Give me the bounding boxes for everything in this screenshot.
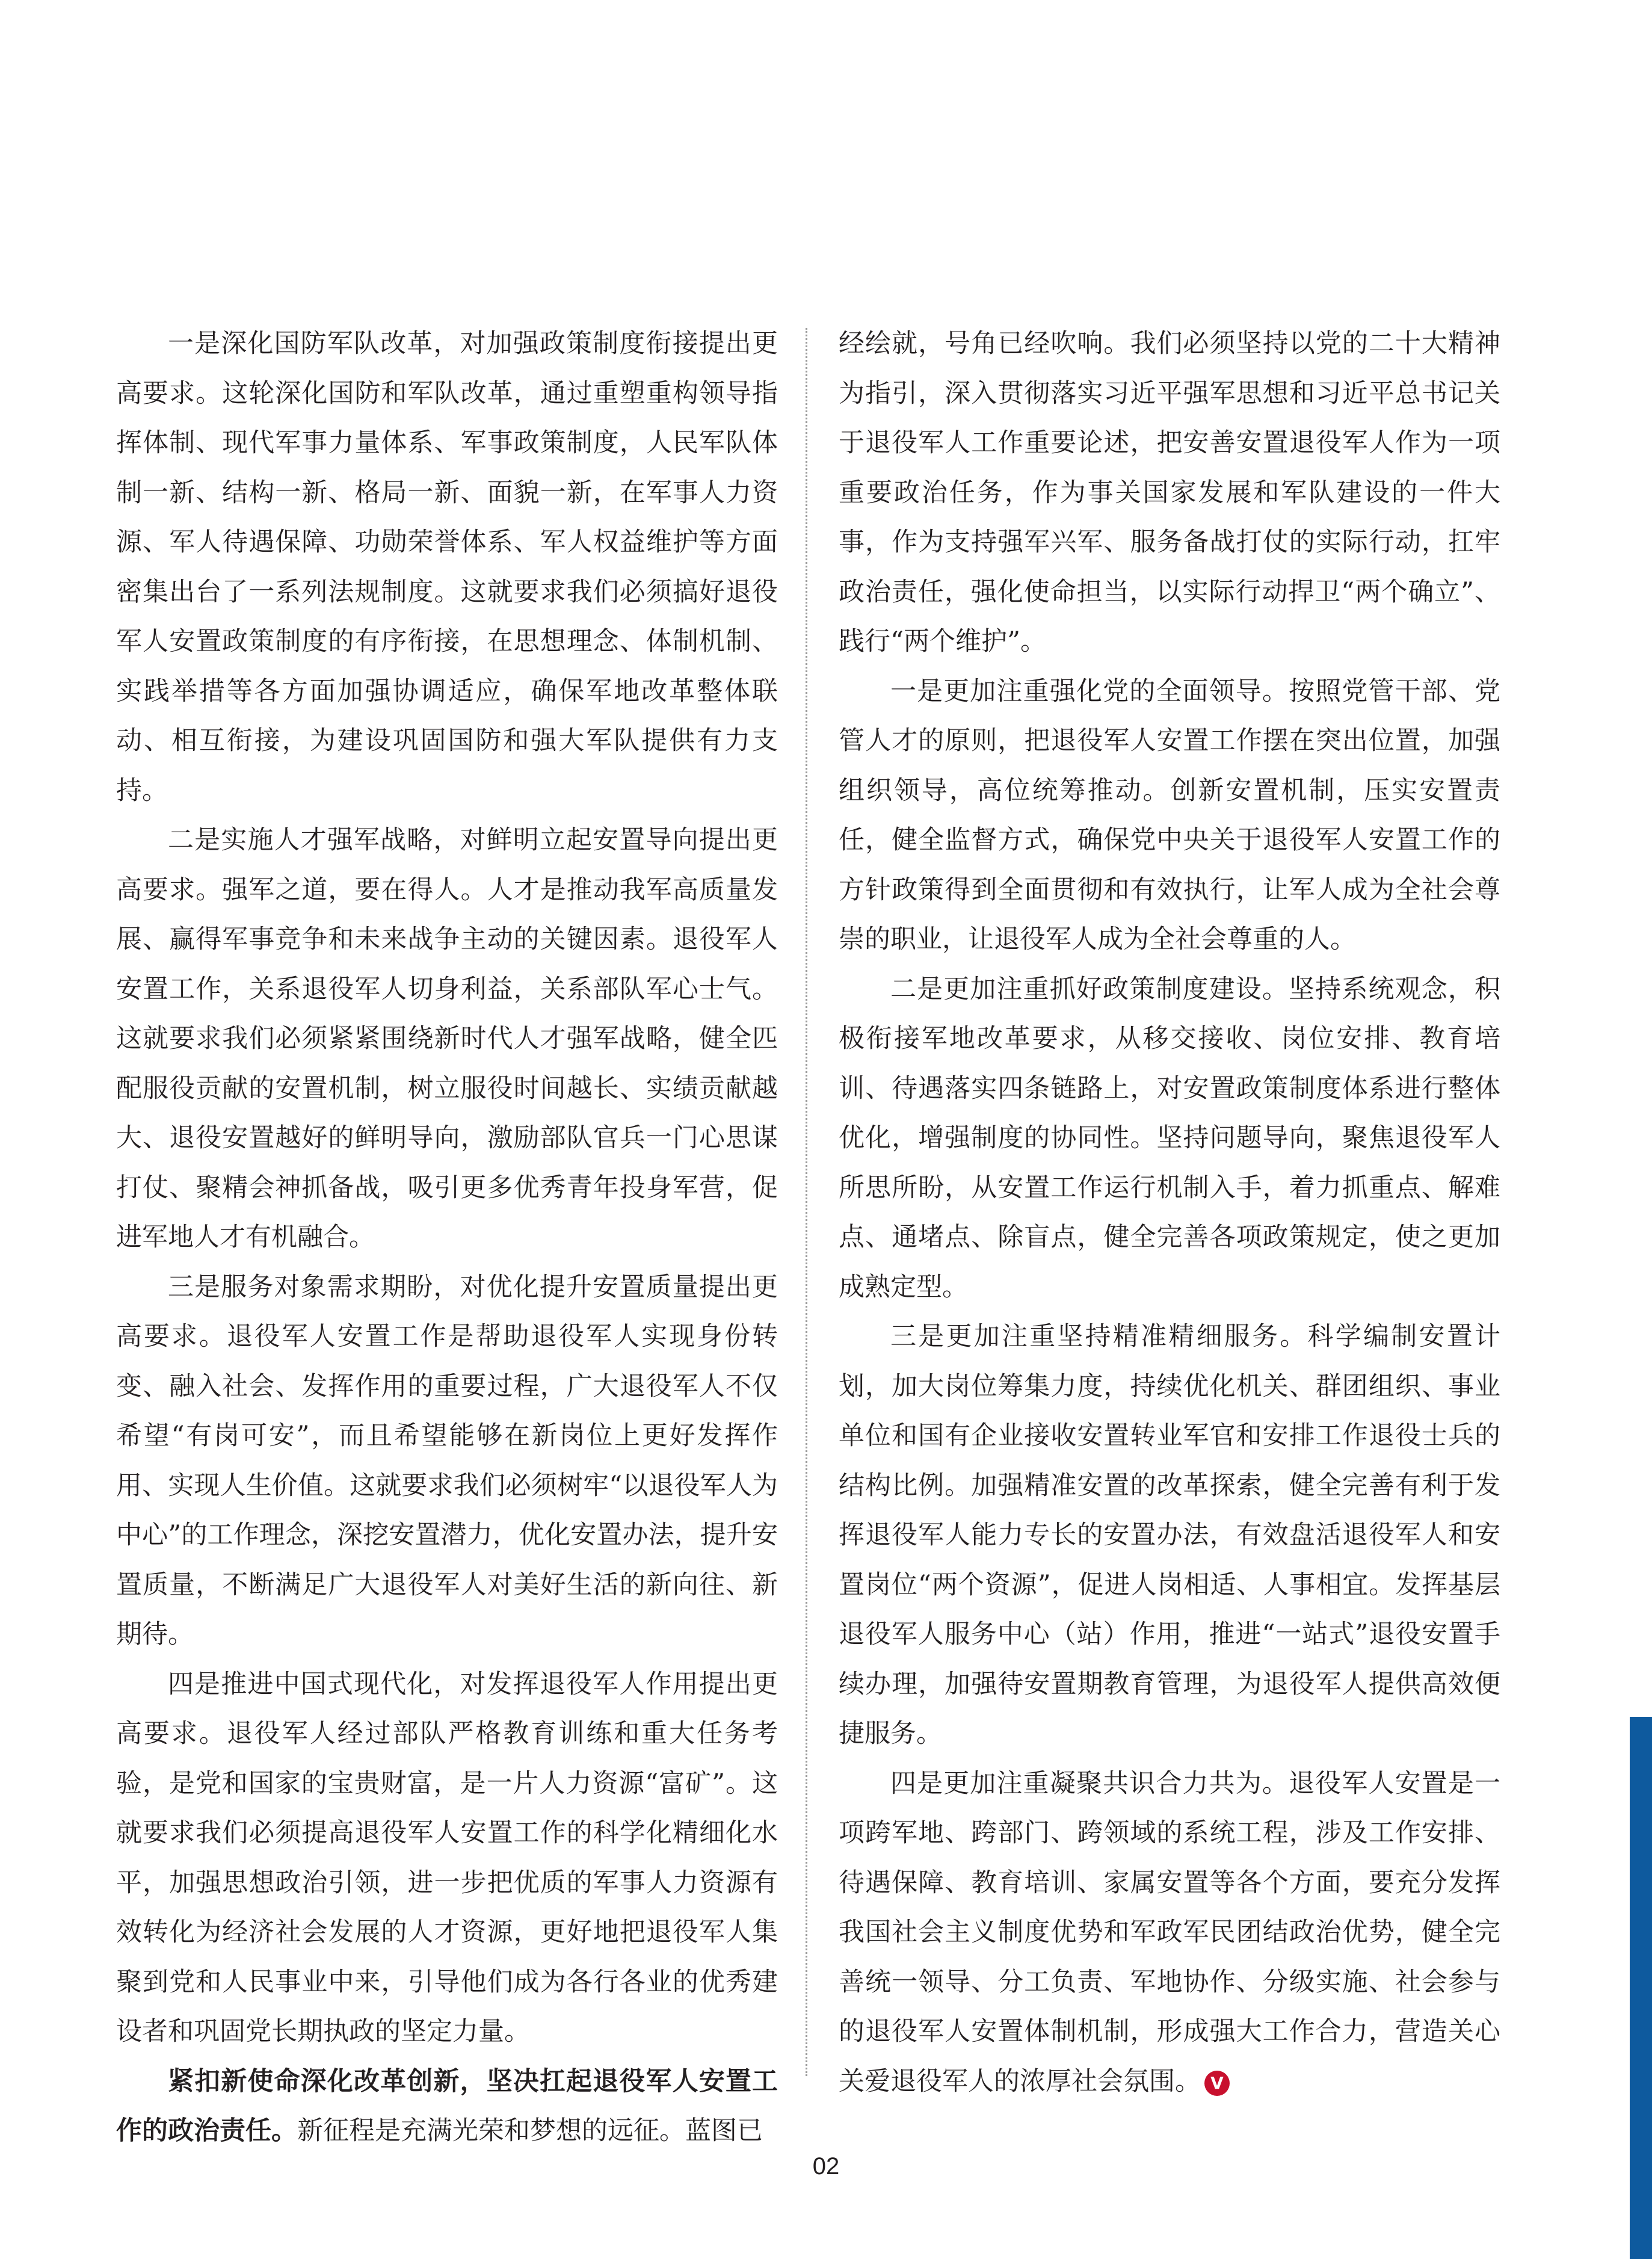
paragraph-reform: 一是深化国防军队改革，对加强政策制度衔接提出更高要求。这轮深化国防和军队改革，通过重塑重构领导指挥体制、现代军事力量体系、军事政策制度，人民军队体制一新、结构一新、格局一新、面貌一新，在军事人力资源、军人待遇保障、功勋荣誉体系、军人权益维护等方面密集出台了一系列法规制度。这就要求我们必须搞好退役军人安置政策制度的有序衔接，在思想理念、体制机制、实践举措等各方面加强协调适应，确保军地改革整体联动、相互衔接，为建设巩固国防和强大军队提供有力支持。 (116, 329, 778, 806)
closing-intro: 新征程是充满光荣和梦想的远征。蓝图已 (297, 2116, 763, 2146)
paragraph-modernization: 四是推进中国式现代化，对发挥退役军人作用提出更高要求。退役军人经过部队严格教育训练和重大任务考验，是党和国家的宝贵财富，是一片人力资源“富矿”。这就要求我们必须提高退役军人安置工作的科学化精细化水平，加强思想政治引领，进一步把优质的军事人力资源有效转化为经济社会发展的人才资源，更好地把退役军人集聚到党和人民事业中来，引导他们成为各行各业的优秀建设者和巩固党长期执政的坚定力量。 (116, 1669, 778, 2047)
paragraph-precise-service: 三是更加注重坚持精准精细服务。科学编制安置计划，加大岗位筹集力度，持续优化机关、群团组织、事业单位和国有企业接收安置转业军官和安排工作退役士兵的结构比例。加强精准安置的改革探索，健全完善有利于发挥退役军人能力专长的安置办法，有效盘活退役军人和安置岗位“两个资源”，促进人岗相适、人事相宜。发挥基层退役军人服务中心（站）作用，推进“一站式”退役安置手续办理，加强待安置期教育管理，为退役军人提供高效便捷服务。 (839, 1321, 1500, 1749)
paragraph-consensus-text: 四是更加注重凝聚共识合力共为。退役军人安置是一项跨军地、跨部门、跨领域的系统工程，涉及工作安排、待遇保障、教育培训、家属安置等各个方面，要充分发挥我国社会主义制度优势和军政军民团结政治优势，健全完善统一领导、分工负责、军地协作、分级实施、社会参与的退役军人安置体制机制，形成强大工作合力，营造关心关爱退役军人的浓厚社会氛围。 (839, 1768, 1500, 2097)
page-number: 02 (812, 2153, 840, 2180)
paragraph-consensus (839, 1759, 1500, 2107)
paragraph-closing-continued: 经绘就，号角已经吹响。我们必须坚持以党的二十大精神为指引，深入贯彻落实习近平强军思想和习近平总书记关于退役军人工作重要论述，把安善安置退役军人作为一项重要政治任务，作为事关国家发展和军队建设的一件大事，作为支持强军兴军、服务备战打仗的实际行动，扛牢政治责任，强化使命担当，以实际行动捍卫“两个确立”、践行“两个维护”。 (839, 329, 1500, 657)
paragraph-service: 三是服务对象需求期盼，对优化提升安置质量提出更高要求。退役军人安置工作是帮助退役军人实现身份转变、融入社会、发挥作用的重要过程，广大退役军人不仅希望“有岗可安”，而且希望能够在新岗位上更好发挥作用、实现人生价值。这就要求我们必须树牢“以退役军人为中心”的工作理念，深挖安置潜力，优化安置办法，提升安置质量，不断满足广大退役军人对美好生活的新向往、新期待。 (116, 1272, 778, 1649)
paragraph-talent: 二是实施人才强军战略，对鲜明立起安置导向提出更高要求。强军之道，要在得人。人才是推动我军高质量发展、赢得军事竞争和未来战争主动的关键因素。退役军人安置工作，关系退役军人切身利益，关系部队军心士气。这就要求我们必须紧紧围绕新时代人才强军战略，健全匹配服役贡献的安置机制，树立服役时间越长、实绩贡献越大、退役安置越好的鲜明导向，激励部队官兵一门心思谋打仗、聚精会神抓备战，吸引更多优秀青年投身军营，促进军地人才有机融合。 (116, 825, 778, 1252)
left-column (116, 319, 778, 2156)
closing-heading: 紧扣新使命深化改革创新，坚决扛起退役军人安置工作的政治责任。 (116, 2066, 778, 2146)
paragraph-party-leadership: 一是更加注重强化党的全面领导。按照党管干部、党管人才的原则，把退役军人安置工作摆在突出位置，加强组织领导，高位统筹推动。创新安置机制，压实安置责任，健全监督方式，确保党中央关于退役军人安置工作的方针政策得到全面贯彻和有效执行，让军人成为全社会尊崇的职业，让退役军人成为全社会尊重的人。 (839, 676, 1500, 954)
v-logo-icon: V (1204, 2071, 1230, 2096)
paragraph-policy-system: 二是更加注重抓好政策制度建设。坚持系统观念，积极衔接军地改革要求，从移交接收、岗位安排、教育培训、待遇落实四条链路上，对安置政策制度体系进行整体优化，增强制度的协同性。坚持问题导向，聚焦退役军人所思所盼，从安置工作运行机制入手，着力抓重点、解难点、通堵点、除盲点，健全完善各项政策规定，使之更加成熟定型。 (839, 974, 1500, 1302)
right-column (839, 319, 1500, 2106)
paragraph-closing-start (116, 2057, 778, 2156)
column-divider (806, 328, 807, 2076)
